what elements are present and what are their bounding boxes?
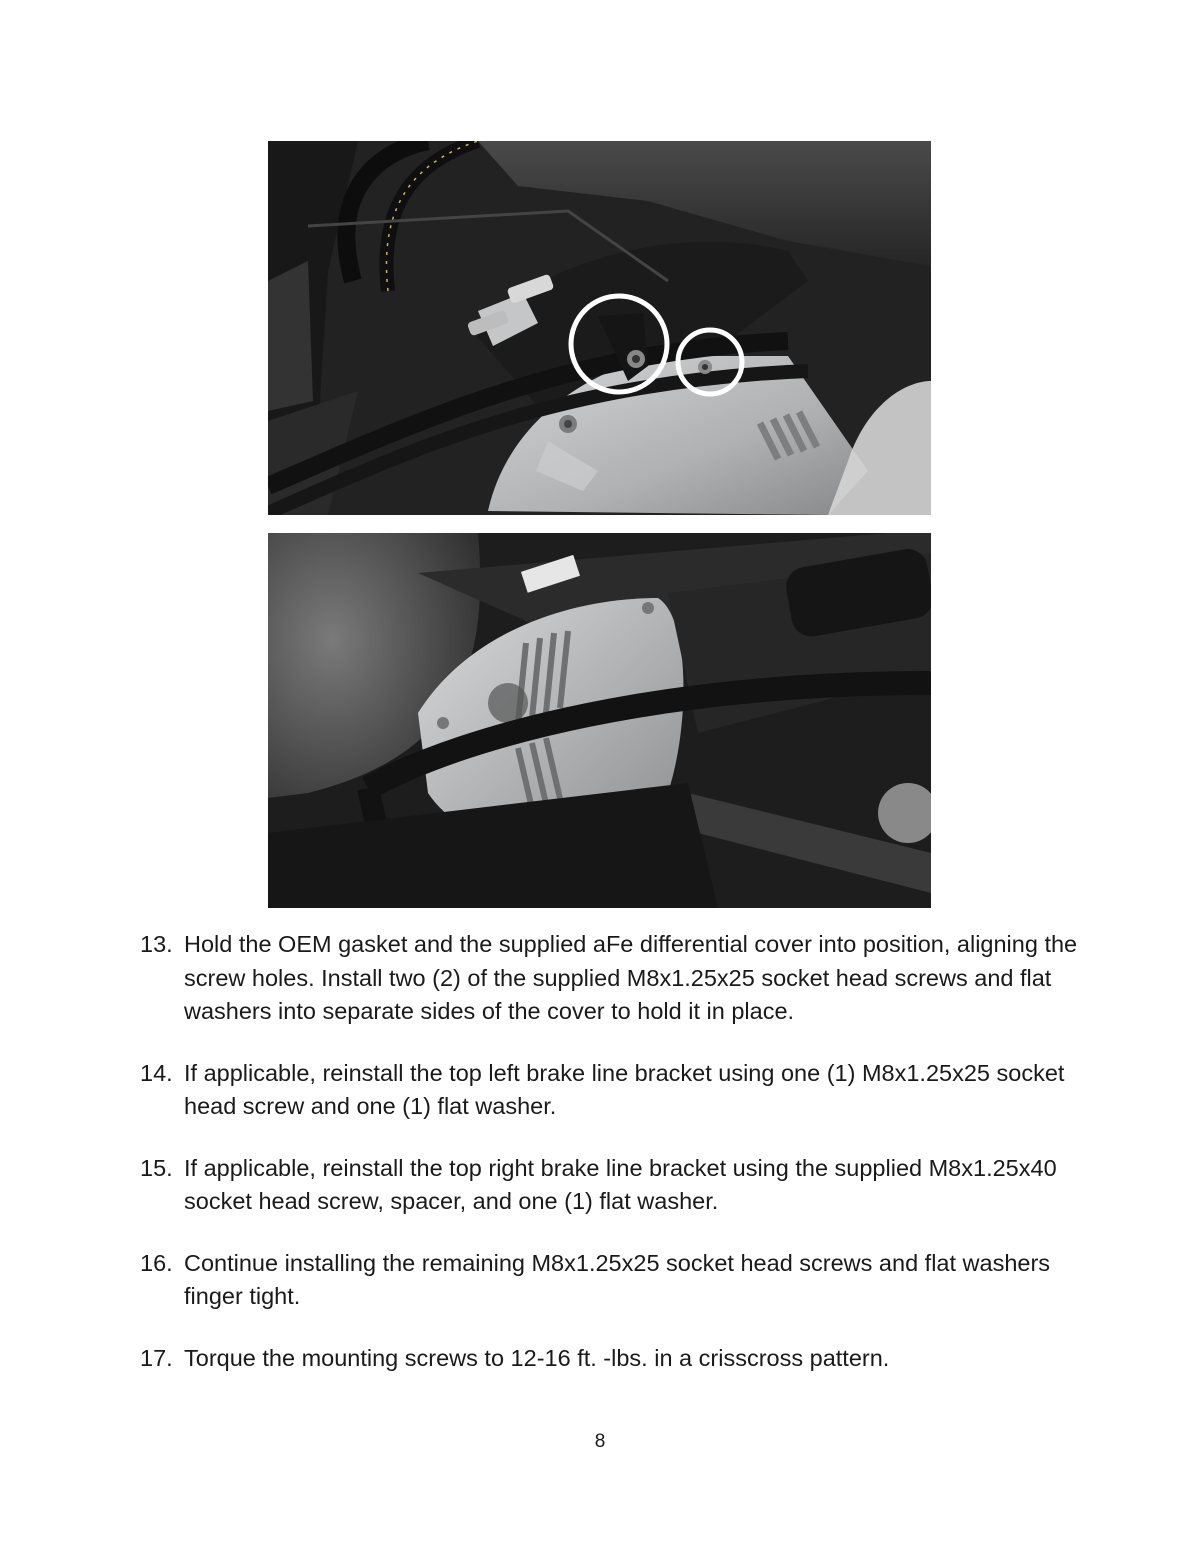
step-number: 15. bbox=[140, 1154, 173, 1181]
brake-line-bracket-illustration bbox=[268, 141, 931, 515]
brake-line-bracket-photo bbox=[268, 141, 931, 515]
step-text: Torque the mounting screws to 12-16 ft. -lbs. in a crisscross pattern. bbox=[184, 1344, 890, 1371]
installation-steps bbox=[140, 928, 1080, 1375]
installed-cover-photo bbox=[268, 533, 931, 908]
step-16 bbox=[140, 1247, 1080, 1314]
step-number: 17. bbox=[140, 1344, 173, 1371]
step-number: 16. bbox=[140, 1249, 173, 1276]
step-number: 14. bbox=[140, 1059, 173, 1086]
step-text: If applicable, reinstall the top left brake line bracket using one (1) M8x1.25x25 socket head screw and one (1) flat washer. bbox=[184, 1059, 1065, 1119]
installed-cover-illustration bbox=[268, 533, 931, 908]
page-number: 8 bbox=[594, 1431, 606, 1452]
step-text: Continue installing the remaining M8x1.25x25 socket head screws and flat washers finger tight. bbox=[184, 1249, 1051, 1309]
step-number: 13. bbox=[140, 931, 173, 957]
step-17 bbox=[140, 1342, 1080, 1376]
step-text: Hold the OEM gasket and the supplied aFe differential cover into position, aligning the screw holes. Install two (2) of the supplied M8x1.25x25 socket head screws and flat washers into separate sides of the cover to hold it in place. bbox=[184, 931, 1078, 1024]
step-15 bbox=[140, 1152, 1080, 1219]
step-13 bbox=[140, 928, 1080, 1029]
afe-logo bbox=[488, 683, 528, 723]
step-14 bbox=[140, 1057, 1080, 1124]
step-text: If applicable, reinstall the top right brake line bracket using the supplied M8x1.25x40 socket head screw, spacer, and one (1) flat washer. bbox=[184, 1154, 1057, 1214]
